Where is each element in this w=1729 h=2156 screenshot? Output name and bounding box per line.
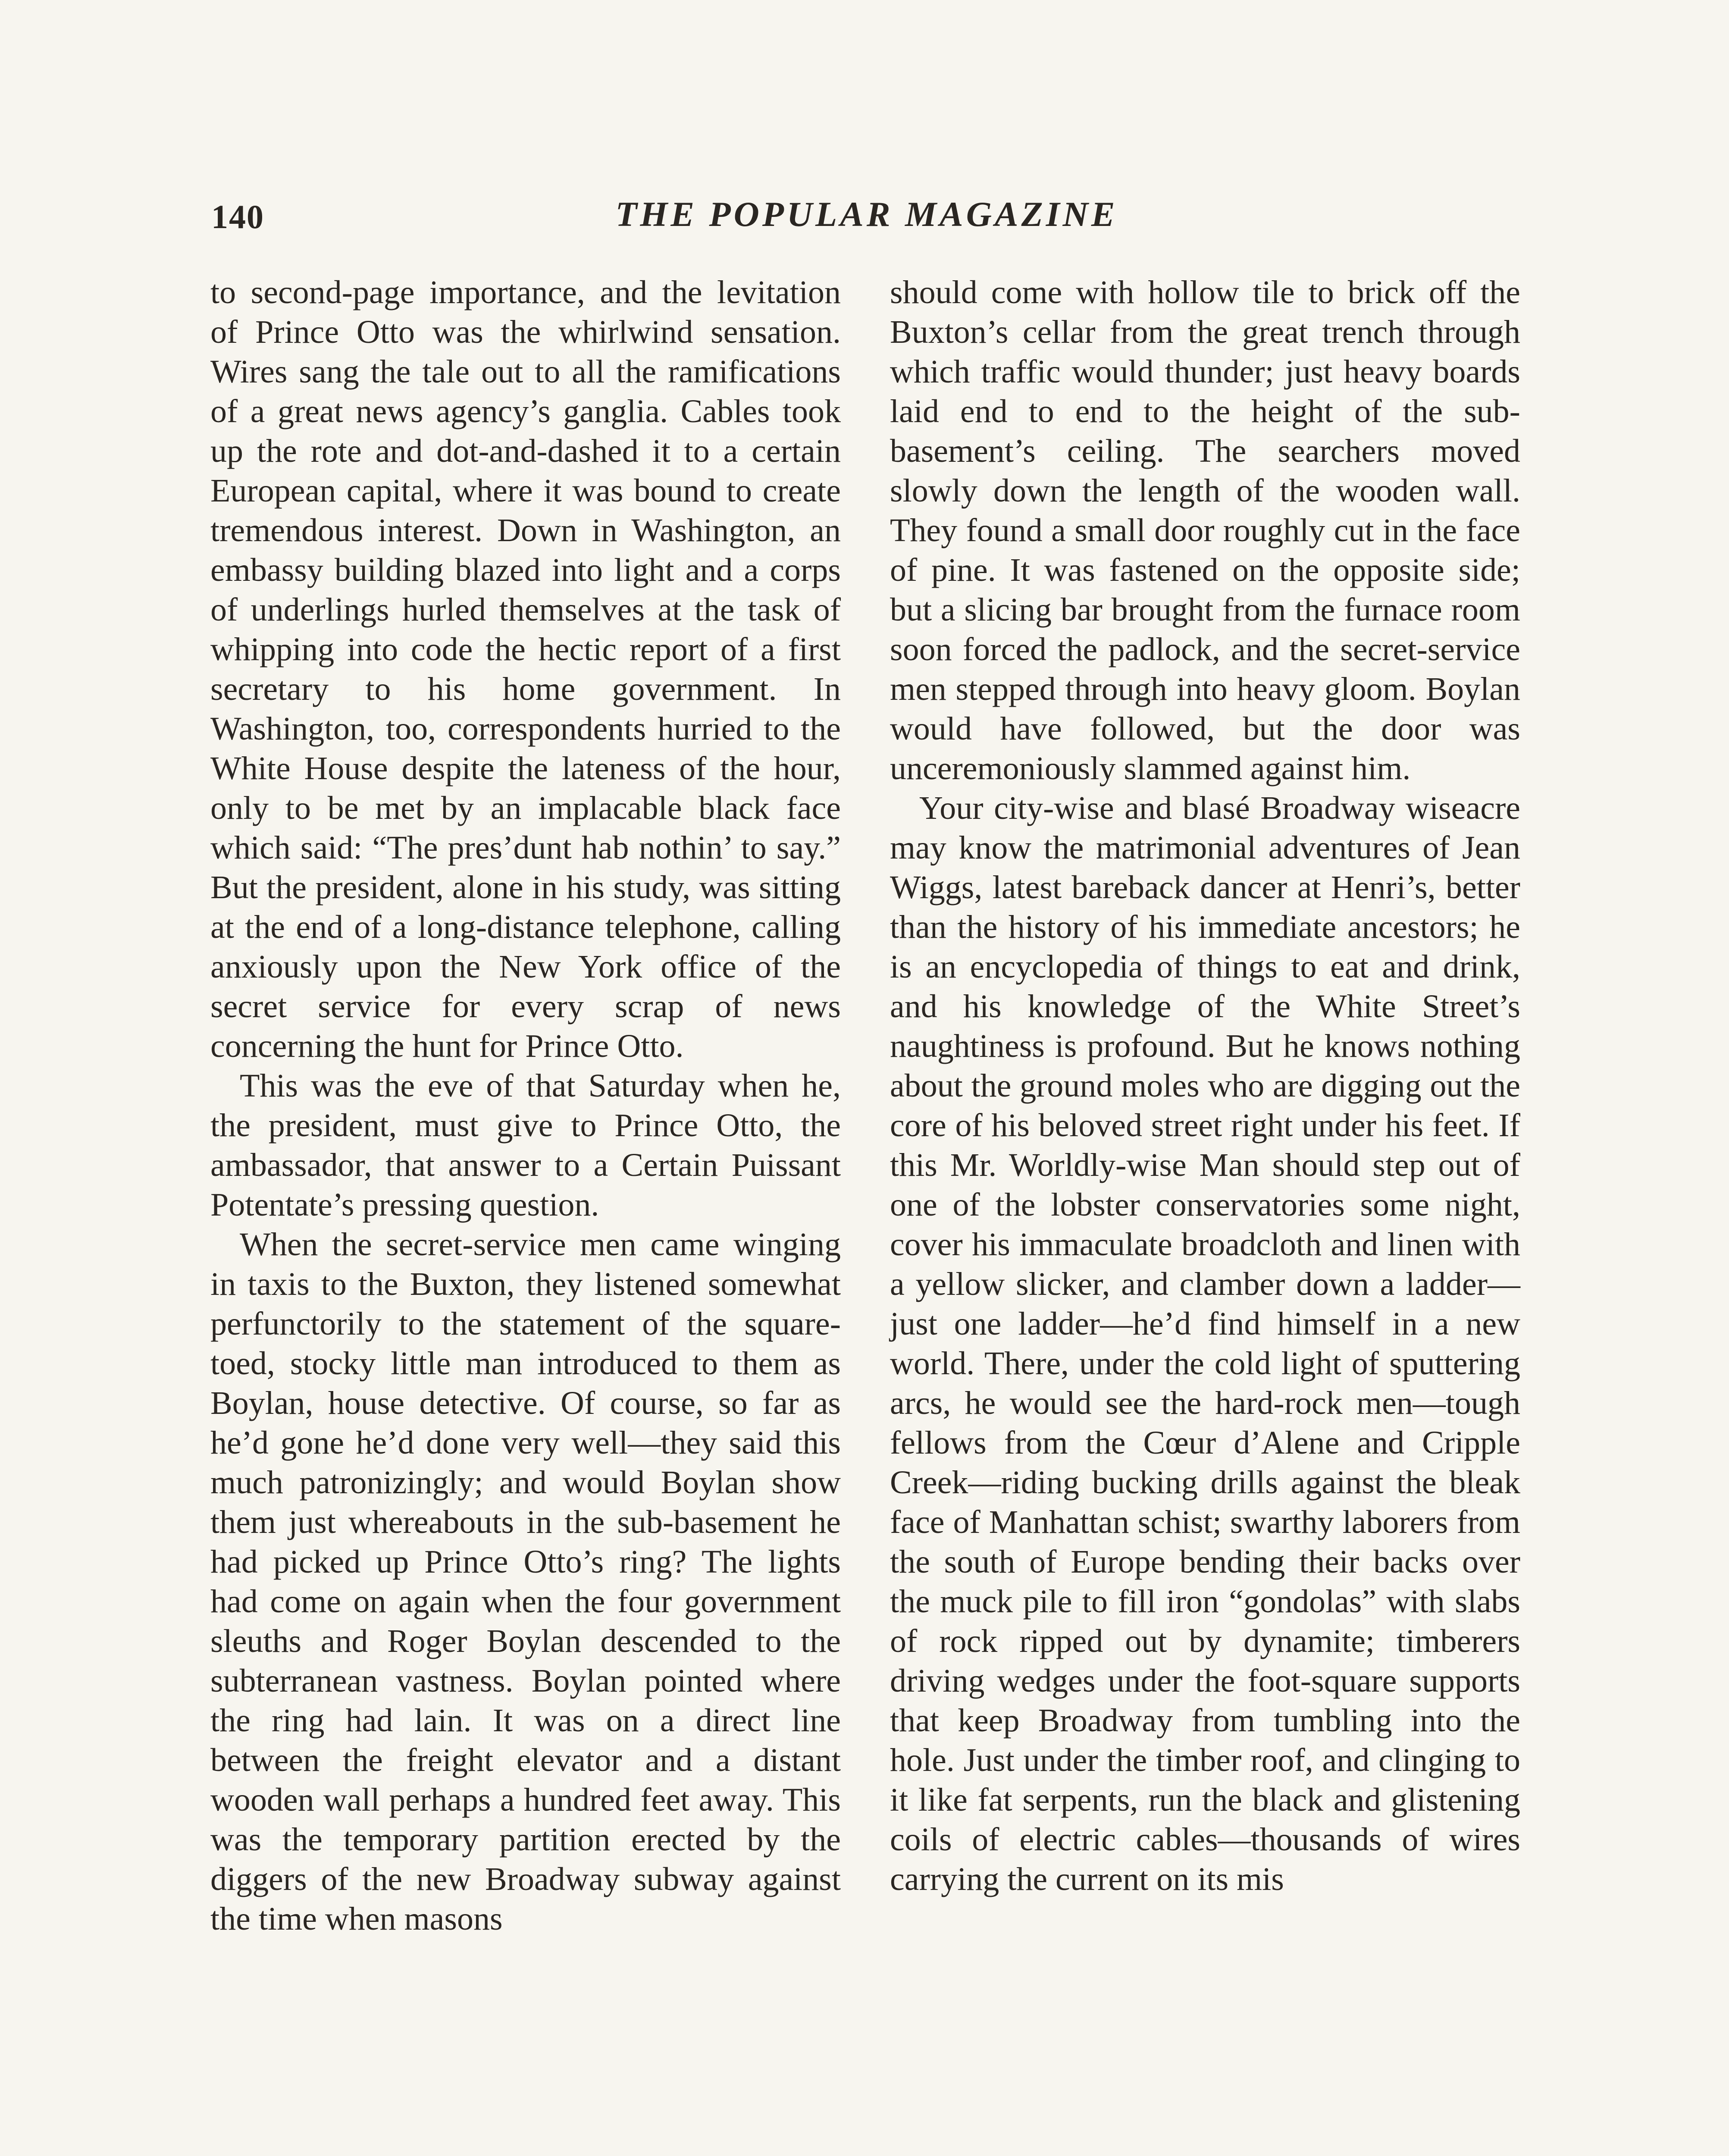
left-paragraph-3: When the secret-service men came winging in taxis to the Buxton, they listened somewhat perfunctorily to the statement of the square-toed, stocky little man introduced to them as Boylan, house detective. Of course, so far as he’d gone he’d done very well—they said this much patronizingly; and would Boylan show them just whereabouts in the sub-basement he had picked up Prince Otto’s ring? The lights had come on again when the four government sleuths and Roger Boylan descended to the subterranean vastness. Boylan pointed where the ring had lain. It was on a direct line between the freight elevator and a distant wooden wall perhaps a hundred feet away. This was the temporary partition erected by the diggers of the new Broadway subway against the time when masons bbox=[210, 1226, 841, 1937]
left-paragraph-1: to second-page importance, and the levitation of Prince Otto was the whirlwind sensation. Wires sang the tale out to all the ramifications of a great news agency’s ganglia. Cables took up the rote and dot-and-dashed it to a certain European capital, where it was bound to create tremendous interest. Down in Washington, an embassy building blazed into light and a corps of underlings hurled themselves at the task of whipping into code the hectic report of a first secretary to his home government. In Washington, too, correspondents hurried to the White House despite the lateness of the hour, only to be met by an implacable black face which said: “The pres’dunt hab nothin’ to say.” But the president, alone in his study, was sitting at the end of a long-distance telephone, calling anxiously upon the New York office of the secret service for every scrap of news concerning the hunt for Prince Otto. bbox=[210, 274, 841, 1064]
right-paragraph-2: Your city-wise and blasé Broadway wiseacre may know the matrimonial adventures of Jean Wiggs, latest bareback dancer at Henri’s, better than the history of his immediate ancestors; he is an encyclopedia of things to eat and drink, and his knowledge of the White Street’s naughtiness is profound. But he knows nothing about the ground moles who are digging out the core of his beloved street right under his feet. If this Mr. Worldly-wise Man should step out of one of the lobster conservatories some night, cover his immaculate broadcloth and linen with a yellow slicker, and clamber down a ladder—just one ladder—he’d find himself in a new world. There, under the cold light of sputtering arcs, he would see the hard-rock men—tough fellows from the Cœur d’Alene and Cripple Creek—riding bucking drills against the bleak face of Manhattan schist; swarthy laborers from the south of Europe bending their backs over the muck pile to fill iron “gondolas” with slabs of rock ripped out by dynamite; timberers driving wedges under the foot-square supports that keep Broadway from tumbling into the hole. Just under the timber roof, and clinging to it like fat serpents, run the black and glistening coils of electric cables—thousands of wires carrying the current on its mis bbox=[890, 790, 1520, 1897]
right-paragraph-1: should come with hollow tile to brick off the Buxton’s cellar from the great trench through which traffic would thunder; just heavy boards laid end to end to the height of the sub-basement’s ceiling. The searchers moved slowly down the length of the wooden wall. They found a small door roughly cut in the face of pine. It was fastened on the opposite side; but a slicing bar brought from the furnace room soon forced the padlock, and the secret-service men stepped through into heavy gloom. Boylan would have followed, but the door was unceremoniously slammed against him. bbox=[890, 274, 1520, 787]
page-header bbox=[211, 194, 1522, 250]
left-column bbox=[210, 273, 841, 1939]
page-number: 140 bbox=[211, 198, 264, 235]
running-title: THE POPULAR MAGAZINE bbox=[615, 194, 1118, 234]
left-paragraph-2: This was the eve of that Saturday when he, the president, must give to Prince Otto, the ambassador, that answer to a Certain Puissant Potentate’s pressing question. bbox=[210, 1068, 841, 1223]
right-column bbox=[890, 273, 1520, 1899]
